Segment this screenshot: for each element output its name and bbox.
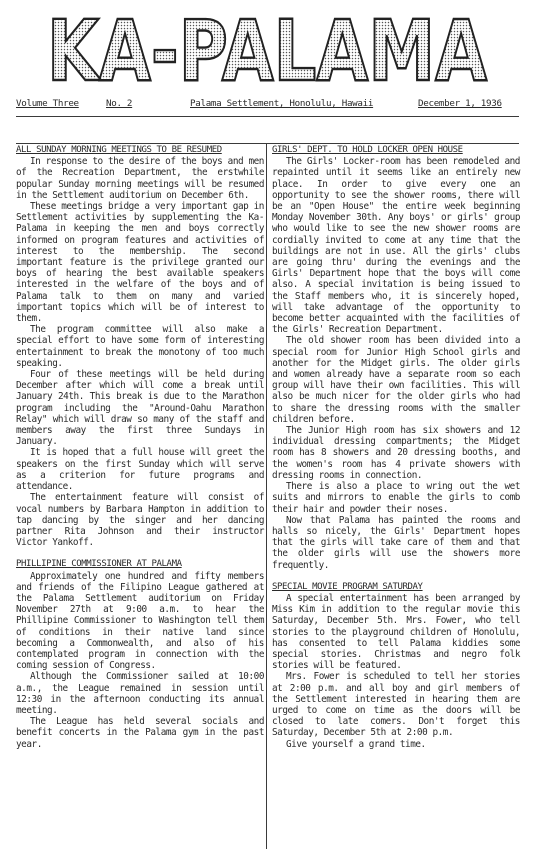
article-paragraph: The League has held several socials and benefit concerts in the Palama gym in the past year. [16,716,264,750]
issue-number: No. 2 [106,98,133,109]
top-rule [16,116,519,117]
article-paragraph: The old shower room has been divided into a special room for Junior High School girls and another for the Midget girls. The older girls and women already have a separate room so each group will have their own facilities. This will also be much nicer for the older girls who had to share the dressing rooms with the smaller children before. [272,335,520,425]
issue-date: December 1, 1936 [418,98,502,109]
publisher-line: Palama Settlement, Honolulu, Hawaii [190,98,374,109]
article-paragraph: Now that Palama has painted the rooms and halls so nicely, the Girls' Department hopes that the girls will take care of them and that the older girls will use the showers more frequently. [272,514,520,571]
article-paragraph: Give yourself a grand time. [286,738,426,750]
article-paragraph: It is hoped that a full house will greet the speakers on the first Sunday which will serve as a criterion for future programs and attendance. [16,447,264,493]
column-divider [266,144,267,849]
article-paragraph: These meetings bridge a very important gap in Settlement activities by supplementing the Ka-Palama in keeping the men and boys correctly informed on program features and activities of interest to the membership. The second important feature is the privilege granted our boys of hearing the best available speakers interested in the welfare of the boys and of Palama talk to them on many and varied important topics which will be of interest to them. [16,201,264,325]
sunday-meetings-headline: ALL SUNDAY MORNING MEETINGS TO BE RESUMED [16,145,222,155]
article-paragraph: There is also a place to wring out the wet suits and mirrors to enable the girls to comb their hair and powder their noses. [272,481,520,515]
masthead-title: KA-PALAMA [47,2,487,92]
article-paragraph: Although the Commissioner sailed at 10:00 a.m., the League remained in session until 12:30 in the afternoon conducting its annual meeting. [16,671,264,716]
article-paragraph: The Girls' Locker-room has been remodeled and repainted until it seems like an entirely new place. In order to give every one an opportunity to see the shower rooms, there will be an "Open House" the entire week beginning Monday November 30th. Any boys' or girls' group who would like to see the new shower rooms are cordially invited to come at any time that the buildings are not in use. All the girls' clubs are going thru' during the evenings and the Girls' Department hope that the boys will come also. A special invitation is being issued to the Staff members who, it is sincerely hoped, will take advantage of the opportunity to become better acquainted with the facilities of the Girls' Recreation Department. [272,156,520,336]
article-gap [16,548,264,559]
volume-label: Volume Three [16,98,79,109]
header-rule [16,143,519,144]
locker-open-house-headline: GIRLS' DEPT. TO HOLD LOCKER OPEN HOUSE [272,145,463,155]
article-paragraph: Four of these meetings will be held during December after which will come a break until January 24th. This break is due to the Marathon program including the "Around-Oahu Marathon Relay" which will draw so many of the staff and members away the first three Sundays in January. [16,369,264,448]
movie-program-headline: SPECIAL MOVIE PROGRAM SATURDAY [272,581,423,592]
article-paragraph: A special entertainment has been arranged by Miss Kim in addition to the regular movie this Saturday, December 5th. Mrs. Fower, who tell stories to the playground children of Honolulu, has consented to tell Palama kiddies some special stories. Christmas and negro folk stories will be featured. [272,592,520,672]
article-paragraph: In response to the desire of the boys and men of the Recreation Department, the erstwhile popular Sunday morning meetings will be resumed in the Settlement auditorium on December 6th. [16,156,264,201]
article-gap [272,571,520,582]
masthead [0,0,535,92]
commissioner-headline: PHILLIPINE COMMISSIONER AT PALAMA [16,559,182,570]
article-paragraph: The entertainment feature will consist of vocal numbers by Barbara Hampton in addition to tap dancing by the singer and her dancing partner Rita Johnson and their instructor Victor Yankoff. [16,492,264,549]
dateline [16,98,519,112]
masthead-title-art [0,0,535,92]
article-paragraph: The program committee will also make a special effort to have some form of interesting entertainment to break the monotony of too much speaking. [16,324,264,369]
right-column [272,145,520,750]
article-paragraph: Mrs. Fower is scheduled to tell her stories at 2:00 p.m. and all boy and girl members of the Settlement interested in hearing them are urged to come on time as the doors will be closed to late comers. Don't forget this Saturday, December 5th at 2:00 p.m. [272,671,520,739]
article-paragraph: The Junior High room has six showers and 12 individual dressing compartments; the Midget room has 8 showers and 20 dressing booths, and the women's room has 4 private showers with dressing rooms in connection. [272,425,520,481]
article-paragraph: Approximately one hundred and fifty members and friends of the Filipino League gathered at the Palama Settlement auditorium on Friday November 27th at 9:00 a.m. to hear the Phillipine Commissioner to Washington tell them of conditions in their native land since becoming a Commonwealth, and also of his contemplated program in connection with the coming session of Congress. [16,570,264,672]
left-column [16,145,264,750]
